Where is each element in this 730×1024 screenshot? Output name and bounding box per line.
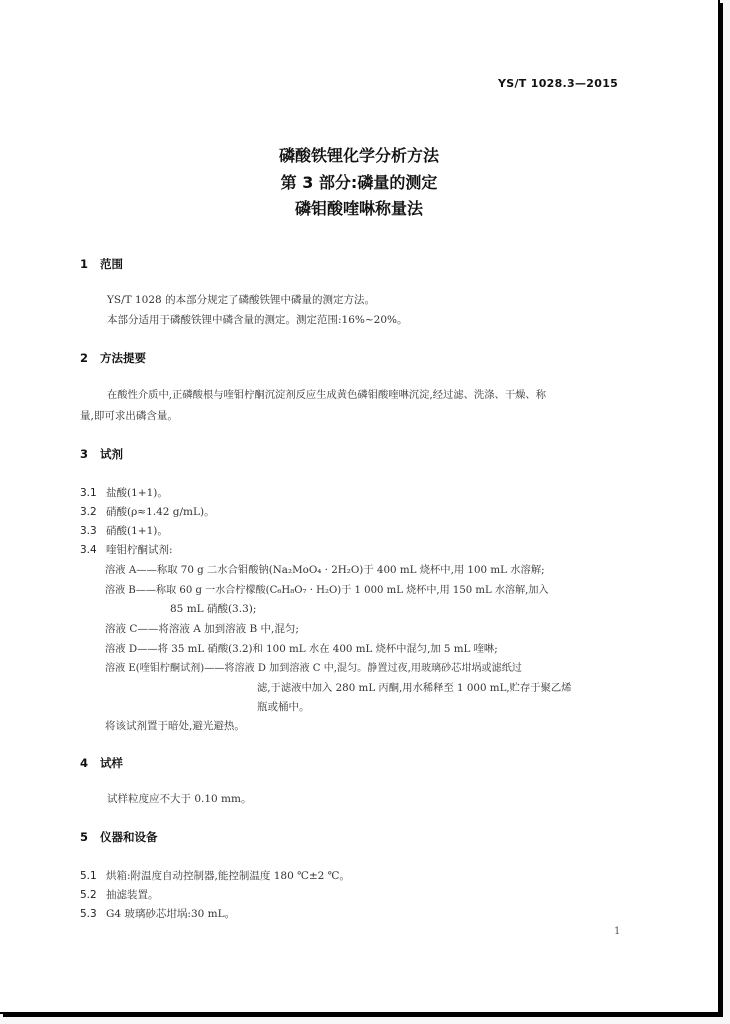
section-2-heading [80, 350, 146, 366]
solution-e-line-1: 溶液 E(喹钼柠酮试剂)——将溶液 D 加到溶液 C 中,混匀。静置过夜,用玻璃砂芯坩埚或滤纸过 [105, 663, 522, 674]
section-5-heading [80, 829, 158, 845]
solution-b-line-1: 溶液 B——称取 60 g 一水合柠檬酸(C₆H₈O₇ · H₂O)于 1 000 mL 烧杯中,用 150 mL 水溶解,加入 [105, 585, 549, 596]
apparatus-item-5-3: 5.3 G4 玻璃砂芯坩埚:30 mL。 [80, 908, 236, 920]
solution-b-line-2: 85 mL 硝酸(3.3); [170, 603, 257, 615]
solution-e-line-2: 滤,于滤液中加入 280 mL 丙酮,用水稀释至 1 000 mL,贮存于聚乙烯 [257, 682, 572, 694]
section-number: 2 [80, 351, 89, 365]
section-number: 3 [80, 447, 89, 461]
page-number: 1 [614, 926, 621, 937]
section-title: 仪器和设备 [100, 830, 158, 844]
document-title-line-2: 第 3 部分:磷量的测定 [280, 173, 438, 192]
section-number: 4 [80, 756, 89, 770]
scope-paragraph-2: 本部分适用于磷酸铁锂中磷含量的测定。测定范围:16%~20%。 [107, 314, 408, 326]
solution-a: 溶液 A——称取 70 g 二水合钼酸钠(Na₂MoO₄ · 2H₂O)于 400 mL 烧杯中,用 100 mL 水溶解; [105, 564, 545, 576]
solution-c: 溶液 C——将溶液 A 加到溶液 B 中,混匀; [105, 623, 299, 635]
reagent-item-3-4: 3.4 喹钼柠酮试剂: [80, 544, 173, 556]
section-4-heading [80, 755, 123, 771]
reagent-item-3-3: 3.3 硝酸(1+1)。 [80, 525, 168, 537]
section-number: 5 [80, 830, 89, 844]
method-summary-line-1: 在酸性介质中,正磷酸根与喹钼柠酮沉淀剂反应生成黄色磷钼酸喹啉沉淀,经过滤、洗涤、干燥、称 [107, 389, 547, 401]
solution-e-line-3: 瓶或桶中。 [257, 701, 310, 713]
section-3-heading [80, 446, 123, 462]
section-1-heading [80, 256, 123, 272]
document-title-line-1: 磷酸铁锂化学分析方法 [278, 146, 439, 165]
apparatus-item-5-2: 5.2 抽滤装置。 [80, 889, 159, 901]
method-summary-line-2: 量,即可求出磷含量。 [80, 410, 178, 422]
scope-paragraph-1: YS/T 1028 的本部分规定了磷酸铁锂中磷量的测定方法。 [107, 294, 376, 306]
reagent-item-3-2: 3.2 硝酸(ρ≈1.42 g/mL)。 [80, 506, 215, 518]
section-title: 方法提要 [100, 351, 146, 365]
section-title: 范围 [100, 257, 123, 271]
section-number: 1 [80, 257, 89, 271]
reagent-item-3-1: 3.1 盐酸(1+1)。 [80, 487, 168, 499]
apparatus-item-5-1: 5.1 烘箱:附温度自动控制器,能控制温度 180 ℃±2 ℃。 [80, 870, 350, 882]
section-title: 试剂 [100, 447, 123, 461]
reagent-storage-note: 将该试剂置于暗处,避光避热。 [105, 720, 245, 732]
solution-d: 溶液 D——将 35 mL 硝酸(3.2)和 100 mL 水在 400 mL 烧杯中混匀,加 5 mL 喹啉; [105, 643, 498, 655]
section-title: 试样 [100, 756, 123, 770]
sample-paragraph: 试样粒度应不大于 0.10 mm。 [107, 793, 252, 805]
standard-number: YS/T 1028.3—2015 [498, 77, 619, 90]
document-title-line-3: 磷钼酸喹啉称量法 [294, 199, 423, 218]
